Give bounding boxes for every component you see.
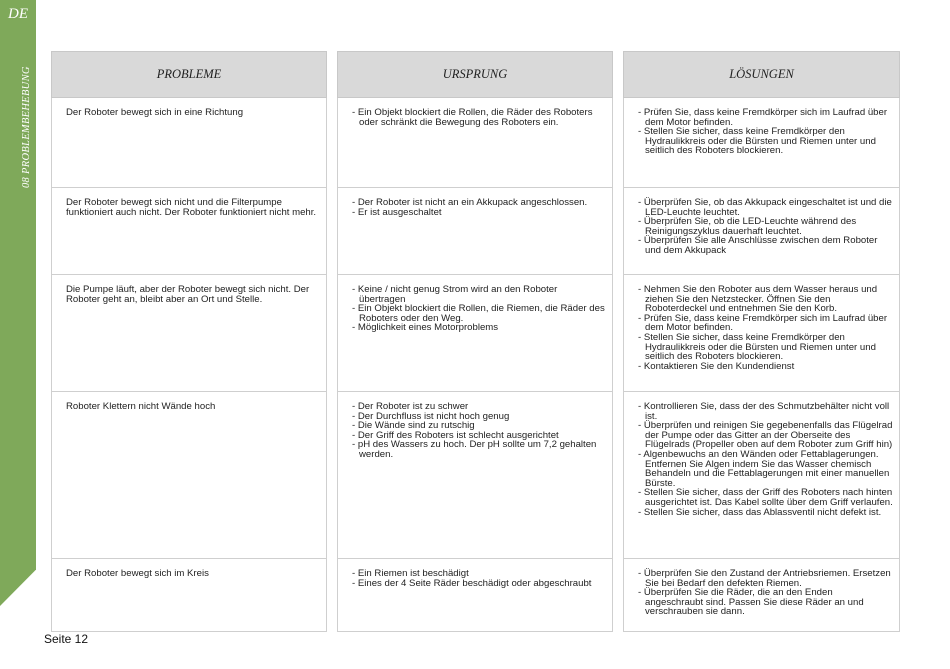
solution-item: - Nehmen Sie den Roboter aus dem Wasser heraus und ziehen Sie den Netzstecker. Öffnen Sie den Roboterdeckel und entnehmen Sie den Korb. <box>638 284 878 315</box>
origin-item: - Der Roboter ist nicht an ein Akkupack angeschlossen. <box>352 197 588 208</box>
origin-item: - Die Wände sind zu rutschig <box>352 420 475 432</box>
origin-item: - Der Griff des Roboters ist schlecht ausgerichtet <box>352 429 559 441</box>
language-label: DE <box>8 6 28 22</box>
solution-item: - Stellen Sie sicher, dass keine Fremdkörper den Hydraulikkreis oder die Bürsten und Riemen unter und seitlich des Roboters blockieren. <box>638 331 876 363</box>
origin-cell <box>337 275 613 392</box>
solution-item: - Algenbewuchs an den Wänden oder Fettablagerungen. Entfernen Sie Algen indem Sie das Wasser chemisch Behandeln und die Fettablagerungen mit einer manuellen Bürste. <box>638 448 890 489</box>
solution-item: - Überprüfen Sie alle Anschlüsse zwischen dem Roboter und dem Akkupack <box>638 235 878 256</box>
solutions-cell <box>623 275 900 392</box>
problem-cell <box>51 275 327 392</box>
origin-item: - Eines der 4 Seite Räder beschädigt oder abgeschraubt <box>352 577 592 589</box>
solution-item: - Überprüfen und reinigen Sie gegebenenfalls das Flügelrad der Pumpe oder das Gitter an der Oberseite des Flügelrads (Propeller oben auf dem Roboter zum Griff hin) <box>638 420 893 451</box>
solutions-cell <box>623 392 900 559</box>
header-solutions: LÖSUNGEN <box>623 51 900 98</box>
solutions-cell <box>623 559 900 632</box>
solution-item: - Prüfen Sie, dass keine Fremdkörper sich im Laufrad über dem Motor befinden. <box>638 312 888 334</box>
problem-text: Der Roboter bewegt sich im Kreis <box>66 568 209 579</box>
solution-item: - Stellen Sie sicher, dass keine Fremdkörper den Hydraulikkreis oder die Bürsten und Riemen unter und seitlich des Roboters blockieren. <box>638 126 876 157</box>
problem-text: Die Pumpe läuft, aber der Roboter bewegt sich nicht. Der Roboter geht an, bleibt aber an Ort und Stelle. <box>66 284 310 305</box>
header-problems: PROBLEME <box>51 51 327 98</box>
solution-item: - Kontrollieren Sie, dass der des Schmutzbehälter nicht voll ist. <box>638 401 890 422</box>
problem-cell <box>51 392 327 559</box>
origin-item: - Der Durchfluss ist nicht hoch genug <box>352 410 510 422</box>
origin-cell <box>337 188 613 275</box>
section-title: 08 PROBLEMBEHEBUNG <box>21 66 32 188</box>
solution-item: - Überprüfen Sie, ob das Akkupack eingeschaltet ist und die LED-Leuchte leuchtet. <box>638 197 892 218</box>
header-origin: URSPRUNG <box>337 51 613 98</box>
solution-item: - Stellen Sie sicher, dass der Griff des Roboters nach hinten ausgerichtet ist. Das Kabel sollte über dem Griff verlaufen. <box>638 487 893 508</box>
solution-item: - Überprüfen Sie den Zustand der Antriebsriemen. Ersetzen Sie bei Bedarf den defekten Riemen. <box>638 568 891 589</box>
solution-item: - Prüfen Sie, dass keine Fremdkörper sich im Laufrad über dem Motor befinden. <box>638 107 888 128</box>
origin-cell <box>337 392 613 559</box>
origin-item: - Keine / nicht genug Strom wird an den Roboter übertragen <box>352 284 558 305</box>
problem-text: Roboter Klettern nicht Wände hoch <box>66 401 216 412</box>
problem-cell <box>51 559 327 632</box>
origin-cell <box>337 559 613 632</box>
origin-item: - Ein Objekt blockiert die Rollen, die Räder des Roboters oder schränkt die Bewegung des Roboters ein. <box>352 107 593 128</box>
origin-item: - Möglichkeit eines Motorproblems <box>352 322 499 334</box>
origin-item: - Er ist ausgeschaltet <box>352 206 442 218</box>
page-number: Seite 12 <box>44 632 89 646</box>
origin-item: - Ein Riemen ist beschädigt <box>352 568 469 579</box>
origin-item: - Ein Objekt blockiert die Rollen, die Riemen, die Räder des Roboters oder den Weg. <box>352 303 605 324</box>
problem-text: Der Roboter bewegt sich in eine Richtung <box>66 107 244 118</box>
problem-cell <box>51 188 327 275</box>
problem-cell <box>51 98 327 188</box>
origin-item: - pH des Wassers zu hoch. Der pH sollte um 7,2 gehalten werden. <box>352 439 597 460</box>
solution-item: - Überprüfen Sie die Räder, die an den Enden angeschraubt sind. Passen Sie diese Räder an und verschrauben sie dann. <box>638 587 864 618</box>
solution-item: - Überprüfen Sie, ob die LED-Leuchte während des Reinigungszyklus dauerhaft leuchtet. <box>638 216 857 237</box>
solutions-cell <box>623 98 900 188</box>
origin-item: - Der Roboter ist zu schwer <box>352 401 469 412</box>
solutions-cell <box>623 188 900 275</box>
solution-item: - Stellen Sie sicher, dass das Ablassventil nicht defekt ist. <box>638 506 882 518</box>
solution-item: - Kontaktieren Sie den Kundendienst <box>638 360 795 372</box>
problem-text: Der Roboter bewegt sich nicht und die Filterpumpe funktioniert auch nicht. Der Roboter funktioniert nicht mehr. <box>66 197 317 218</box>
origin-cell <box>337 98 613 188</box>
